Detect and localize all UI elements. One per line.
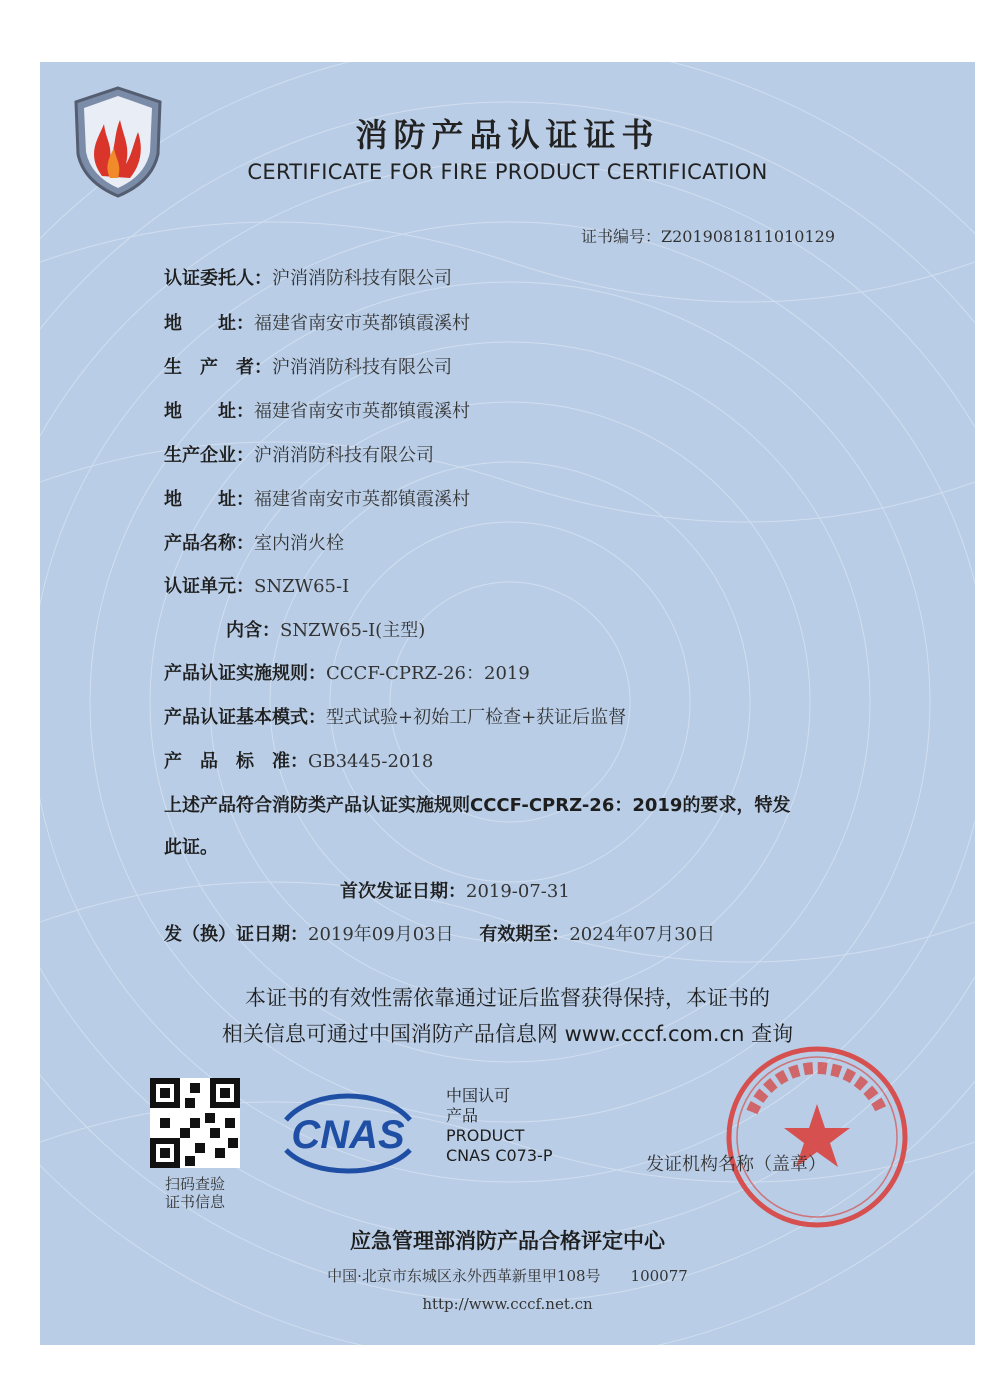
field-label: 地 址： — [164, 313, 254, 334]
title-chinese: 消防产品认证证书 — [355, 116, 660, 154]
issuer-website[interactable]: http://www.cccf.net.cn — [422, 1295, 593, 1313]
certificate-number-value: Z2019081811010129 — [661, 227, 835, 246]
field-manufacturer — [164, 441, 434, 467]
certificate-sheet — [40, 62, 975, 1345]
issuer-address: 中国·北京市东城区永外西革新里甲108号 100077 — [327, 1267, 688, 1285]
field-basic-mode — [164, 703, 626, 729]
issuing-organization: 应急管理部消防产品合格评定中心 — [350, 1229, 665, 1253]
field-value: SNZW65-I — [254, 576, 350, 597]
field-value: 室内消火栓 — [254, 533, 344, 554]
field-value: GB3445-2018 — [308, 751, 434, 772]
field-address-2 — [164, 397, 470, 423]
certificate-number-label: 证书编号： — [580, 227, 661, 246]
field-label: 内含： — [226, 620, 280, 641]
field-address-3 — [164, 485, 470, 511]
cnas-logo-text: CNAS — [291, 1113, 405, 1157]
conformity-statement-line-2: 此证。 — [164, 837, 218, 858]
field-certification-unit — [164, 572, 349, 598]
field-label: 有效期至： — [479, 924, 570, 945]
field-label: 认证单元： — [164, 576, 254, 597]
qr-caption-line: 扫码查验 — [164, 1175, 225, 1193]
validity-note-line-1: 本证书的有效性需依靠通过证后监督获得保持，本证书的 — [245, 986, 770, 1010]
field-value: 型式试验+初始工厂检查+获证后监督 — [326, 707, 627, 728]
field-value: CCCF-CPRZ-26：2019 — [326, 663, 530, 684]
field-value: SNZW65-I(主型) — [280, 620, 426, 641]
conformity-statement-line-1: 上述产品符合消防类产品认证实施规则CCCF-CPRZ-26：2019的要求，特发 — [164, 795, 791, 816]
field-value: 福建省南安市英都镇霞溪村 — [254, 489, 470, 510]
field-label: 生产企业： — [164, 445, 254, 466]
field-value: 2019-07-31 — [466, 881, 570, 902]
field-label: 产品认证基本模式： — [164, 707, 326, 728]
field-value: 沪消消防科技有限公司 — [272, 357, 452, 378]
field-label: 地 址： — [164, 401, 254, 422]
cnas-line: 产品 — [446, 1106, 479, 1125]
cnas-line: PRODUCT — [446, 1126, 525, 1145]
field-value: 福建省南安市英都镇霞溪村 — [254, 313, 470, 334]
field-first-issue-date — [340, 877, 570, 903]
field-product-standard — [164, 747, 433, 773]
field-entrusting-party — [164, 264, 452, 290]
field-label: 产品名称： — [164, 533, 254, 554]
field-label: 首次发证日期： — [340, 881, 466, 902]
field-label: 发（换）证日期： — [164, 924, 308, 945]
field-label: 生 产 者： — [164, 357, 272, 378]
field-label: 产 品 标 准： — [164, 751, 308, 772]
issuing-body-label: 发证机构名称（盖章） — [646, 1154, 826, 1175]
field-value: 沪消消防科技有限公司 — [254, 445, 434, 466]
validity-note-line-2: 相关信息可通过中国消防产品信息网 www.cccf.com.cn 查询 — [221, 1022, 794, 1046]
field-implementation-rule — [164, 659, 530, 685]
field-label: 产品认证实施规则： — [164, 663, 326, 684]
qr-caption — [160, 1175, 230, 1211]
field-value: 2019年09月03日 — [308, 924, 454, 945]
field-includes — [226, 616, 425, 642]
field-address-1 — [164, 309, 470, 335]
certificate-number — [581, 224, 835, 247]
cnas-line: CNAS C073-P — [446, 1146, 553, 1165]
field-value: 福建省南安市英都镇霞溪村 — [254, 401, 470, 422]
qr-code-icon[interactable] — [150, 1078, 240, 1168]
cnas-line: 中国认可 — [446, 1086, 511, 1105]
cnas-text-block — [446, 1086, 552, 1166]
field-producer — [164, 353, 452, 379]
field-issue-date — [164, 920, 715, 946]
field-label: 地 址： — [164, 489, 254, 510]
title-english: CERTIFICATE FOR FIRE PRODUCT CERTIFICATION — [247, 160, 768, 184]
field-value: 2024年07月30日 — [569, 924, 715, 945]
field-label: 认证委托人： — [164, 268, 272, 289]
cnas-logo — [268, 1080, 428, 1180]
qr-caption-line: 证书信息 — [164, 1193, 225, 1211]
field-product-name — [164, 529, 344, 555]
field-value: 沪消消防科技有限公司 — [272, 268, 452, 289]
official-seal — [722, 1042, 912, 1232]
